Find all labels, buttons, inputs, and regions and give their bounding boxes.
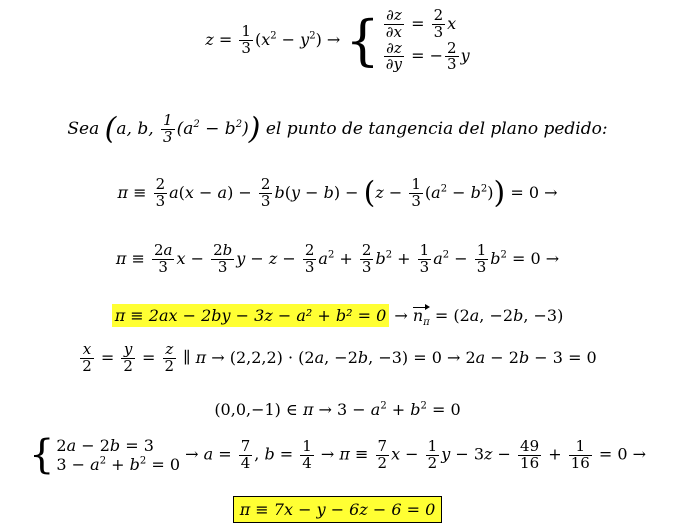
- highlighted-plane-equation: π ≡ 2ax − 2by − 3z − a² + b² = 0: [112, 304, 390, 327]
- final-answer-row: [0, 500, 675, 519]
- tangent-point-statement: Sea (a, b, $\frac{1}{3}$ $(a^2 - b^2)$) el punto de tangencia del plano pedido:: [67, 111, 608, 147]
- sea-label: Sea: [67, 118, 100, 139]
- equation-partial-derivatives: z = $\frac{1}{3}$ $(x^2 - y^2)$ → { $\frac{\partial z}{\partial x}$ = $\frac{2}{3}$ x $\frac{\partial z}{\partial y}$ = − $\frac{2}{3}$ y: [205, 6, 470, 74]
- equation-tangent-plane-expanded: π ≡ $\frac{2a}{3}$ x − $\frac{2b}{3}$ y − z − $\frac{2}{3}$ $a^2$ + $\frac{2}{3}$ $b^2$ + $\frac{1}{3}$ $a^2$ − $\frac{1}{3}$ $b^2 = 0$ →: [115, 241, 560, 276]
- equation-system-solution: { 2a − 2b = 3 $3 - a^2 + b^2 = 0 \to a$ = $\frac{7}{4}$ , b = $\frac{1}{4}$ → π ≡ $\frac{7}{2}$ x − $\frac{1}{2}$ y − 3z − $\frac{49}{16}$ + $\frac{1}{16}$ = 0 →: [28, 432, 647, 478]
- equation-parallel-condition: $\frac{x}{2}$ = $\frac{y}{2}$ = $\frac{z}{2}$ ∥ π → (2,2,2) · (2a, −2b, −3) = 0 → 2a − 2b − 3 = 0: [82, 340, 597, 375]
- equation-point-on-plane: (0,0,−1) ∈ $\pi \to 3 - a^2 + b^2 = 0$: [214, 400, 461, 419]
- equation-tangent-plane-general: π ≡ $\frac{2}{3}$ a(x − a) − $\frac{2}{3}$ b(y − b) − (z − $\frac{1}{3}$ $(a^2 - b^2)) = 0$ →: [117, 175, 558, 211]
- final-answer-box: π ≡ 7x − y − 6z − 6 = 0: [233, 496, 443, 523]
- tangencia-label: el punto de tangencia del plano pedido:: [265, 118, 608, 139]
- equation-plane-normal: $\pi \equiv 2ax - 2by - 3z - a^2 + b^2 = 0 \to n_\pi = (2a$, −2b, −3): [0, 306, 675, 328]
